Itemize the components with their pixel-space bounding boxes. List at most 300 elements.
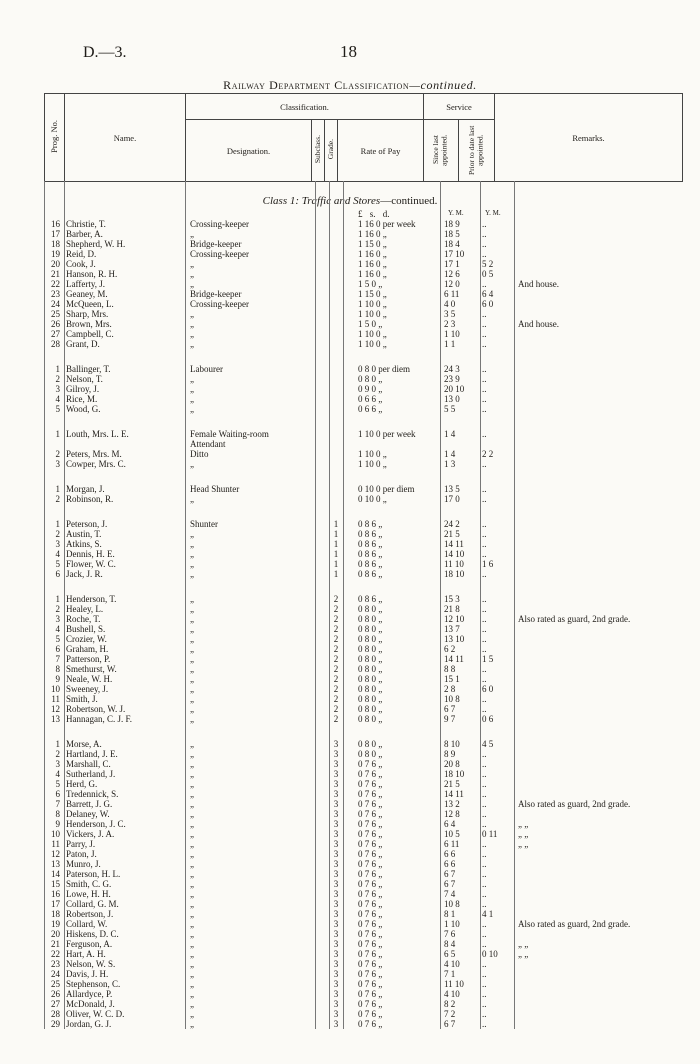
row-number: 22 — [51, 279, 60, 289]
row-since-last: 2 3 — [444, 319, 456, 329]
row-designation: „ — [190, 559, 194, 569]
row-designation: „ — [190, 909, 194, 919]
column-rule — [480, 181, 481, 1029]
column-rule — [44, 181, 45, 1029]
row-rate-of-pay: 0 8 6 „ — [358, 539, 383, 549]
row-designation: „ — [190, 374, 194, 384]
row-prior-to-date: .. — [482, 364, 487, 374]
row-number: 3 — [55, 459, 60, 469]
row-remarks: And house. — [518, 279, 559, 289]
row-prior-to-date: .. — [482, 384, 487, 394]
row-rate-of-pay: 1 10 0 „ — [358, 449, 387, 459]
row-number: 1 — [55, 739, 60, 749]
table-row — [0, 674, 700, 684]
row-number: 25 — [51, 309, 60, 319]
table-row — [0, 1019, 700, 1029]
row-since-last: 13 5 — [444, 484, 460, 494]
table-row — [0, 929, 700, 939]
table-row — [0, 279, 700, 289]
row-designation: „ — [190, 494, 194, 504]
title-main: Railway Department Classification — [223, 78, 410, 92]
row-since-last: 6 6 — [444, 859, 456, 869]
row-number: 1 — [55, 519, 60, 529]
row-since-last: 12 10 — [444, 614, 465, 624]
row-prior-to-date: .. — [482, 819, 487, 829]
row-prior-to-date: .. — [482, 889, 487, 899]
row-since-last: 6 2 — [444, 644, 456, 654]
row-name: Flower, W. C. — [66, 559, 116, 569]
row-rate-of-pay: 0 8 6 „ — [358, 569, 383, 579]
row-prior-to-date: .. — [482, 704, 487, 714]
header-grade: Grade. — [325, 120, 338, 182]
row-since-last: 1 10 — [444, 919, 460, 929]
row-designation: „ — [190, 229, 194, 239]
row-number: 9 — [55, 674, 60, 684]
table-row — [0, 959, 700, 969]
row-since-last: 6 7 — [444, 704, 456, 714]
row-designation: „ — [190, 849, 194, 859]
row-grade: 3 — [333, 949, 339, 959]
row-rate-of-pay: 0 8 0 „ — [358, 714, 383, 724]
table-row — [0, 299, 700, 309]
table-row — [0, 819, 700, 829]
table-row — [0, 374, 700, 384]
row-grade: 1 — [333, 569, 339, 579]
table-row — [0, 789, 700, 799]
header-remarks: Remarks. — [495, 94, 683, 182]
table-row — [0, 364, 700, 374]
column-rule — [343, 181, 344, 1029]
row-name: Lowe, H. H. — [66, 889, 111, 899]
row-name: Oliver, W. C. D. — [66, 1009, 125, 1019]
row-designation: „ — [190, 569, 194, 579]
row-name: Grant, D. — [66, 339, 100, 349]
row-name: Lafferty, J. — [66, 279, 105, 289]
row-grade: 1 — [333, 519, 339, 529]
row-prior-to-date: .. — [482, 799, 487, 809]
row-grade: 3 — [333, 989, 339, 999]
row-number: 13 — [51, 859, 60, 869]
row-grade: 3 — [333, 969, 339, 979]
row-number: 4 — [55, 624, 60, 634]
table-row — [0, 919, 700, 929]
row-prior-to-date: .. — [482, 849, 487, 859]
row-rate-of-pay: 0 8 0 „ — [358, 704, 383, 714]
table-row — [0, 939, 700, 949]
row-designation: „ — [190, 759, 194, 769]
table-row — [0, 704, 700, 714]
row-since-last: 23 9 — [444, 374, 460, 384]
row-number: 12 — [51, 704, 60, 714]
table-row — [0, 269, 700, 279]
row-remarks: „ „ — [518, 939, 529, 949]
row-since-last: 6 7 — [444, 879, 456, 889]
row-rate-of-pay: 0 10 0 „ — [358, 494, 387, 504]
table-row — [0, 899, 700, 909]
row-name: Marshall, C. — [66, 759, 111, 769]
row-name: Atkins, S. — [66, 539, 102, 549]
row-prior-to-date: 1 5 — [482, 654, 494, 664]
row-prior-to-date: .. — [482, 329, 487, 339]
header-since-last: Since last appointed. — [424, 120, 459, 182]
row-name: Stephenson, C. — [66, 979, 121, 989]
row-rate-of-pay: 0 7 6 „ — [358, 879, 383, 889]
row-number: 2 — [55, 604, 60, 614]
row-number: 21 — [51, 939, 60, 949]
table-row — [0, 439, 700, 449]
table-row — [0, 559, 700, 569]
row-since-last: 6 7 — [444, 1019, 456, 1029]
row-name: Nelson, W. S. — [66, 959, 116, 969]
row-designation: „ — [190, 819, 194, 829]
row-name: Jordan, G. J. — [66, 1019, 112, 1029]
row-rate-of-pay: 0 7 6 „ — [358, 919, 383, 929]
row-name: Smith, C. G. — [66, 879, 112, 889]
row-name: Morse, A. — [66, 739, 102, 749]
row-designation: Labourer — [190, 364, 223, 374]
row-designation: „ — [190, 869, 194, 879]
row-name: McDonald, J. — [66, 999, 115, 1009]
row-prior-to-date: .. — [482, 839, 487, 849]
row-name: Peters, Mrs. M. — [66, 449, 122, 459]
row-prior-to-date: 6 0 — [482, 684, 494, 694]
row-grade: 2 — [333, 654, 339, 664]
row-since-last: 7 2 — [444, 1009, 456, 1019]
row-since-last: 1 1 — [444, 339, 456, 349]
row-number: 2 — [55, 529, 60, 539]
row-designation: „ — [190, 859, 194, 869]
row-since-last: 3 5 — [444, 309, 456, 319]
row-name: Barber, A. — [66, 229, 103, 239]
row-since-last: 4 0 — [444, 299, 456, 309]
row-rate-of-pay: 0 7 6 „ — [358, 889, 383, 899]
row-number: 7 — [55, 799, 60, 809]
row-designation: „ — [190, 624, 194, 634]
row-since-last: 1 4 — [444, 449, 456, 459]
row-name: Robertson, J. — [66, 909, 114, 919]
row-name: Herd, G. — [66, 779, 98, 789]
row-since-last: 20 8 — [444, 759, 460, 769]
row-number: 24 — [51, 299, 60, 309]
row-since-last: 4 10 — [444, 959, 460, 969]
row-number: 5 — [55, 634, 60, 644]
row-remarks: Also rated as guard, 2nd grade. — [518, 799, 631, 809]
row-prior-to-date: .. — [482, 624, 487, 634]
row-number: 1 — [55, 594, 60, 604]
table-row — [0, 604, 700, 614]
row-since-last: 14 11 — [444, 654, 464, 664]
row-number: 20 — [51, 259, 60, 269]
row-prior-to-date: .. — [482, 969, 487, 979]
table-row — [0, 634, 700, 644]
row-prior-to-date: .. — [482, 979, 487, 989]
row-grade: 3 — [333, 749, 339, 759]
row-name: Graham, H. — [66, 644, 109, 654]
row-number: 10 — [51, 684, 60, 694]
row-since-last: 14 10 — [444, 549, 465, 559]
row-rate-of-pay: 0 7 6 „ — [358, 949, 383, 959]
header-subclass: Subclass. — [312, 120, 325, 182]
row-grade: 1 — [333, 539, 339, 549]
row-grade: 3 — [333, 769, 339, 779]
row-designation: „ — [190, 259, 194, 269]
row-prior-to-date: .. — [482, 309, 487, 319]
row-since-last: 4 10 — [444, 989, 460, 999]
table-row — [0, 219, 700, 229]
row-remarks: „ „ — [518, 839, 529, 849]
header-prog-no: Prog. No. — [45, 94, 65, 182]
row-since-last: 8 9 — [444, 749, 456, 759]
row-since-last: 14 11 — [444, 539, 464, 549]
column-rule — [329, 181, 330, 1029]
class-name: Traffic and Stores — [301, 195, 381, 207]
column-rule — [64, 181, 65, 1029]
row-grade: 3 — [333, 979, 339, 989]
row-rate-of-pay: 0 7 6 „ — [358, 1009, 383, 1019]
row-designation: Attendant — [190, 439, 226, 449]
row-prior-to-date: .. — [482, 749, 487, 759]
row-number: 23 — [51, 289, 60, 299]
row-designation: „ — [190, 949, 194, 959]
table-row — [0, 829, 700, 839]
row-grade: 3 — [333, 879, 339, 889]
page-number: 18 — [340, 42, 357, 61]
table-row — [0, 644, 700, 654]
row-rate-of-pay: 0 6 6 „ — [358, 404, 383, 414]
row-prior-to-date: .. — [482, 999, 487, 1009]
row-since-last: 24 2 — [444, 519, 460, 529]
row-name: Paterson, H. L. — [66, 869, 121, 879]
row-number: 9 — [55, 819, 60, 829]
row-designation: „ — [190, 999, 194, 1009]
row-number: 1 — [55, 429, 60, 439]
row-rate-of-pay: 0 7 6 „ — [358, 769, 383, 779]
row-designation: „ — [190, 459, 194, 469]
row-grade: 2 — [333, 704, 339, 714]
row-grade: 3 — [333, 909, 339, 919]
row-grade: 1 — [333, 559, 339, 569]
row-rate-of-pay: 0 8 0 „ — [358, 614, 383, 624]
row-number: 28 — [51, 1009, 60, 1019]
row-designation: „ — [190, 879, 194, 889]
header-prior-to-date: Prior to date last appointed. — [459, 120, 495, 182]
row-designation: „ — [190, 789, 194, 799]
row-since-last: 8 2 — [444, 999, 456, 1009]
row-designation: Ditto — [190, 449, 209, 459]
table-row — [0, 869, 700, 879]
row-prior-to-date: 0 10 — [482, 949, 498, 959]
row-number: 7 — [55, 654, 60, 664]
row-since-last: 8 10 — [444, 739, 460, 749]
table-row — [0, 229, 700, 239]
row-prior-to-date: .. — [482, 594, 487, 604]
table-row — [0, 839, 700, 849]
row-designation: Shunter — [190, 519, 218, 529]
row-prior-to-date: .. — [482, 549, 487, 559]
row-prior-to-date: 0 6 — [482, 714, 494, 724]
row-grade: 3 — [333, 869, 339, 879]
row-name: Patterson, P. — [66, 654, 111, 664]
row-name: Wood, G. — [66, 404, 101, 414]
table-row — [0, 879, 700, 889]
row-grade: 3 — [333, 919, 339, 929]
row-remarks: And house. — [518, 319, 559, 329]
table-row — [0, 429, 700, 439]
row-since-last: 21 5 — [444, 779, 460, 789]
row-since-last: 18 5 — [444, 229, 460, 239]
row-prior-to-date: .. — [482, 394, 487, 404]
row-since-last: 18 4 — [444, 239, 460, 249]
row-name: Healey, L. — [66, 604, 104, 614]
table-row — [0, 459, 700, 469]
row-name: Austin, T. — [66, 529, 102, 539]
row-since-last: 10 5 — [444, 829, 460, 839]
row-number: 19 — [51, 249, 60, 259]
table-row — [0, 749, 700, 759]
table-row — [0, 569, 700, 579]
row-remarks: „ „ — [518, 819, 529, 829]
row-rate-of-pay: 0 8 0 „ — [358, 674, 383, 684]
row-since-last: 17 0 — [444, 494, 460, 504]
row-designation: „ — [190, 614, 194, 624]
row-rate-of-pay: 0 8 0 „ — [358, 604, 383, 614]
row-since-last: 5 5 — [444, 404, 456, 414]
row-designation: „ — [190, 309, 194, 319]
table-row — [0, 624, 700, 634]
row-name: Ballinger, T. — [66, 364, 111, 374]
row-number: 6 — [55, 789, 60, 799]
row-name: Henderson, T. — [66, 594, 117, 604]
row-prior-to-date: .. — [482, 789, 487, 799]
table-row — [0, 769, 700, 779]
row-number: 23 — [51, 959, 60, 969]
row-rate-of-pay: 0 8 0 „ — [358, 694, 383, 704]
row-number: 20 — [51, 929, 60, 939]
row-grade: 3 — [333, 899, 339, 909]
row-number: 27 — [51, 329, 60, 339]
row-prior-to-date: .. — [482, 519, 487, 529]
row-since-last: 6 6 — [444, 849, 456, 859]
row-number: 25 — [51, 979, 60, 989]
row-designation: „ — [190, 684, 194, 694]
row-designation: „ — [190, 989, 194, 999]
row-name: Henderson, J. C. — [66, 819, 126, 829]
row-prior-to-date: 4 5 — [482, 739, 494, 749]
row-designation: „ — [190, 839, 194, 849]
table-row — [0, 664, 700, 674]
row-prior-to-date: .. — [482, 869, 487, 879]
row-since-last: 9 7 — [444, 714, 456, 724]
row-designation: „ — [190, 634, 194, 644]
row-rate-of-pay: 1 5 0 „ — [358, 279, 383, 289]
row-grade: 2 — [333, 674, 339, 684]
row-prior-to-date: .. — [482, 674, 487, 684]
column-rule — [185, 181, 186, 1029]
row-name: Hannagan, C. J. F. — [66, 714, 133, 724]
row-name: Reid, D. — [66, 249, 97, 259]
column-rule — [315, 181, 316, 1029]
table-row — [0, 989, 700, 999]
row-designation: Head Shunter — [190, 484, 240, 494]
row-designation: „ — [190, 1009, 194, 1019]
row-prior-to-date: .. — [482, 1019, 487, 1029]
row-rate-of-pay: 0 9 0 „ — [358, 384, 383, 394]
row-name: Sutherland, J. — [66, 769, 116, 779]
row-remarks: „ „ — [518, 949, 529, 959]
column-rule — [440, 181, 441, 1029]
row-since-last: 6 7 — [444, 869, 456, 879]
row-number: 1 — [55, 364, 60, 374]
row-designation: „ — [190, 339, 194, 349]
page-reference: D.—3. — [83, 44, 127, 61]
table-row — [0, 394, 700, 404]
table-row — [0, 549, 700, 559]
row-designation: „ — [190, 939, 194, 949]
row-prior-to-date: .. — [482, 484, 487, 494]
row-since-last: 17 1 — [444, 259, 460, 269]
row-rate-of-pay: 0 8 0 „ — [358, 749, 383, 759]
row-grade: 3 — [333, 939, 339, 949]
row-number: 5 — [55, 559, 60, 569]
row-number: 11 — [51, 694, 60, 704]
row-name: Davis, J. H. — [66, 969, 109, 979]
row-rate-of-pay: 1 10 0 per week — [358, 429, 416, 439]
row-rate-of-pay: 0 8 0 „ — [358, 739, 383, 749]
row-designation: „ — [190, 384, 194, 394]
row-designation: „ — [190, 959, 194, 969]
row-rate-of-pay: 0 8 6 „ — [358, 594, 383, 604]
row-grade: 3 — [333, 859, 339, 869]
row-grade: 3 — [333, 809, 339, 819]
table-row — [0, 979, 700, 989]
row-designation: „ — [190, 919, 194, 929]
row-rate-of-pay: 1 5 0 „ — [358, 319, 383, 329]
row-name: Bushell, S. — [66, 624, 106, 634]
table-row — [0, 539, 700, 549]
title-suffix: —continued. — [409, 78, 477, 92]
table-row — [0, 809, 700, 819]
table-row — [0, 384, 700, 394]
table-row — [0, 404, 700, 414]
row-name: Collard, G. M. — [66, 899, 119, 909]
row-name: Gilroy, J. — [66, 384, 100, 394]
row-rate-of-pay: 0 8 0 „ — [358, 374, 383, 384]
row-designation: Female Waiting-room — [190, 429, 269, 439]
row-rate-of-pay: 0 7 6 „ — [358, 989, 383, 999]
row-number: 17 — [51, 899, 60, 909]
row-number: 21 — [51, 269, 60, 279]
row-prior-to-date: .. — [482, 664, 487, 674]
row-name: Barrett, J. G. — [66, 799, 113, 809]
row-number: 16 — [51, 889, 60, 899]
row-rate-of-pay: 0 8 6 „ — [358, 519, 383, 529]
row-designation: „ — [190, 704, 194, 714]
row-since-last: 8 8 — [444, 664, 456, 674]
row-rate-of-pay: 1 10 0 „ — [358, 339, 387, 349]
row-prior-to-date: 4 1 — [482, 909, 494, 919]
row-number: 15 — [51, 879, 60, 889]
table-row — [0, 1009, 700, 1019]
row-number: 28 — [51, 339, 60, 349]
row-designation: „ — [190, 664, 194, 674]
row-since-last: 8 1 — [444, 909, 456, 919]
row-rate-of-pay: 0 7 6 „ — [358, 979, 383, 989]
row-since-last: 1 3 — [444, 459, 456, 469]
row-rate-of-pay: 0 10 0 per diem — [358, 484, 415, 494]
unit-ym-last: Y. M. — [448, 209, 464, 217]
row-designation: „ — [190, 779, 194, 789]
row-grade: 2 — [333, 694, 339, 704]
